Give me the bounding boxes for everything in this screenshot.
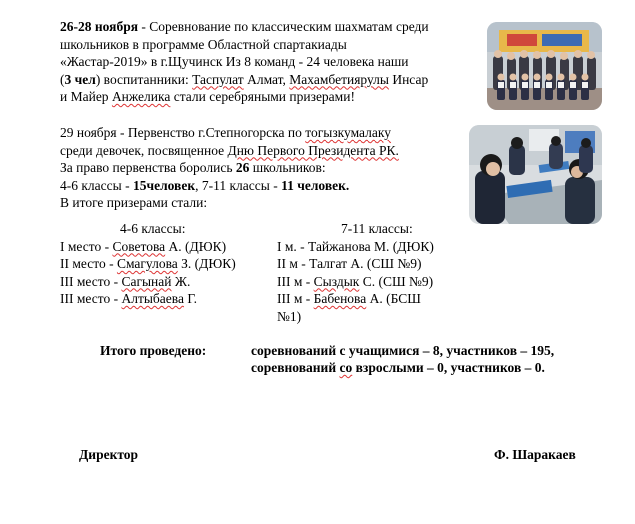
para1-line [60, 88, 480, 106]
winner-left-text: III место - [60, 273, 122, 289]
para1-text: «Жастар-2019» в г.Щучинск Из 8 команд - 24 человека наши [60, 54, 409, 69]
winner-left-text: З. (ДЮК) [177, 256, 236, 271]
para2-text: 26 [235, 160, 250, 175]
para1-text: 26-28 ноября [60, 19, 139, 34]
totals-line-2-part-b: со [339, 360, 353, 375]
photo-togyzkumalak [469, 125, 602, 224]
para2-line [60, 194, 480, 212]
para1-text: Инсар [388, 71, 429, 87]
totals-label: Итого проведено: [100, 343, 207, 358]
winner-right-text: №1) [277, 308, 302, 324]
para1-line [60, 71, 480, 89]
para2-text: тогызкумалаку [305, 125, 392, 140]
winner-right-line [277, 308, 434, 326]
director-name: Ф. Шаракаев [494, 447, 576, 462]
para1-text: ( [60, 71, 65, 87]
para1-text: Алмат, [243, 71, 290, 87]
winner-left-text: Советова [112, 238, 166, 254]
winner-right-text: С. (СШ №9) [359, 273, 434, 289]
winner-left-text: Смагулова [116, 256, 178, 271]
winner-right-line [277, 255, 434, 273]
winner-left-text: Г. [183, 291, 197, 306]
para2-text: В итоге призерами стали: [60, 195, 208, 210]
para2-text: школьников: [249, 160, 326, 175]
winners-left-column [60, 220, 236, 308]
para1-text: Махамбетиярулы [289, 71, 389, 87]
totals-line-1: соревнований с учащимися – 8, участников – 195, [251, 343, 555, 358]
para1-line [60, 18, 480, 36]
winner-left-text: Сагынай [121, 273, 172, 289]
para2-text: 4-6 классы - [60, 177, 133, 193]
para1-text: Таспулат [192, 71, 244, 87]
winner-right-line [277, 290, 434, 308]
totals-line-2-part-c: взрослыми – 0, участников – 0. [352, 360, 545, 375]
para1-text: Анжелика [111, 89, 171, 104]
winner-right-text: А. (БСШ [366, 291, 421, 306]
photo-group [487, 22, 602, 110]
para2-text: , 7-11 классы - [195, 177, 282, 193]
winner-left-text: I место - [60, 238, 113, 254]
winner-right-text: Бабенова [313, 291, 367, 306]
winner-left-text: II место - [60, 256, 117, 271]
winner-left-line [60, 238, 236, 256]
para2-text: Дню Первого Президента РК. [227, 142, 399, 158]
para2-text: За право первенства боролись [60, 160, 236, 175]
winner-right-text: III м - [277, 273, 314, 289]
para2-line [60, 159, 480, 177]
winner-left-line [60, 290, 236, 308]
para2-line [60, 177, 480, 195]
winner-right-line [277, 273, 434, 291]
para1-line [60, 36, 480, 54]
para2-text: 15человек [132, 177, 196, 193]
winner-right-text: III м - [277, 291, 314, 306]
winner-left-text: Алтыбаева [121, 291, 184, 306]
winner-left-line [60, 255, 236, 273]
winners-right-column [277, 220, 434, 325]
para1-line [60, 53, 480, 71]
winner-left-text: III место - [60, 291, 122, 306]
para2-text: 11 человек. [281, 177, 350, 193]
left-column-header: 4-6 классы: [120, 221, 186, 236]
para1-text: ) воспитанники: [95, 71, 193, 87]
winner-right-text: II м - Талгат А. (СШ №9) [277, 256, 422, 271]
para1-text: 3 чел [64, 71, 96, 87]
para2-text: 29 ноября - Первенство г.Степногорска по [60, 125, 306, 140]
director-label: Директор [79, 447, 139, 462]
totals-line-2 [251, 359, 545, 377]
paragraph-togyzkumalak-championship [60, 124, 480, 212]
winner-right-text: I м. - Тайжанова М. (ДЮК) [277, 238, 434, 254]
photo-group-image [487, 22, 602, 110]
para1-text: и Майер [60, 89, 112, 104]
winner-left-line [60, 273, 236, 291]
totals-line-2-part-a: соревнований [251, 360, 340, 375]
winner-right-text: Сыздык [313, 273, 360, 289]
winner-left-text: А. (ДЮК) [165, 238, 227, 254]
para1-text: - Соревнование по классическим шахматам среди [138, 19, 429, 34]
para1-text: школьников в программе Областной спартакиады [60, 36, 347, 52]
para2-line [60, 142, 480, 160]
para2-text: среди девочек, посвященное [60, 142, 228, 158]
photo-togyzkumalak-image [469, 125, 602, 224]
winner-left-text: Ж. [171, 273, 191, 289]
right-column-header: 7-11 классы: [341, 221, 413, 236]
winner-right-line [277, 238, 434, 256]
para2-line [60, 124, 480, 142]
paragraph-chess-competition [60, 18, 480, 106]
para1-text: стали серебряными призерами! [170, 89, 355, 104]
